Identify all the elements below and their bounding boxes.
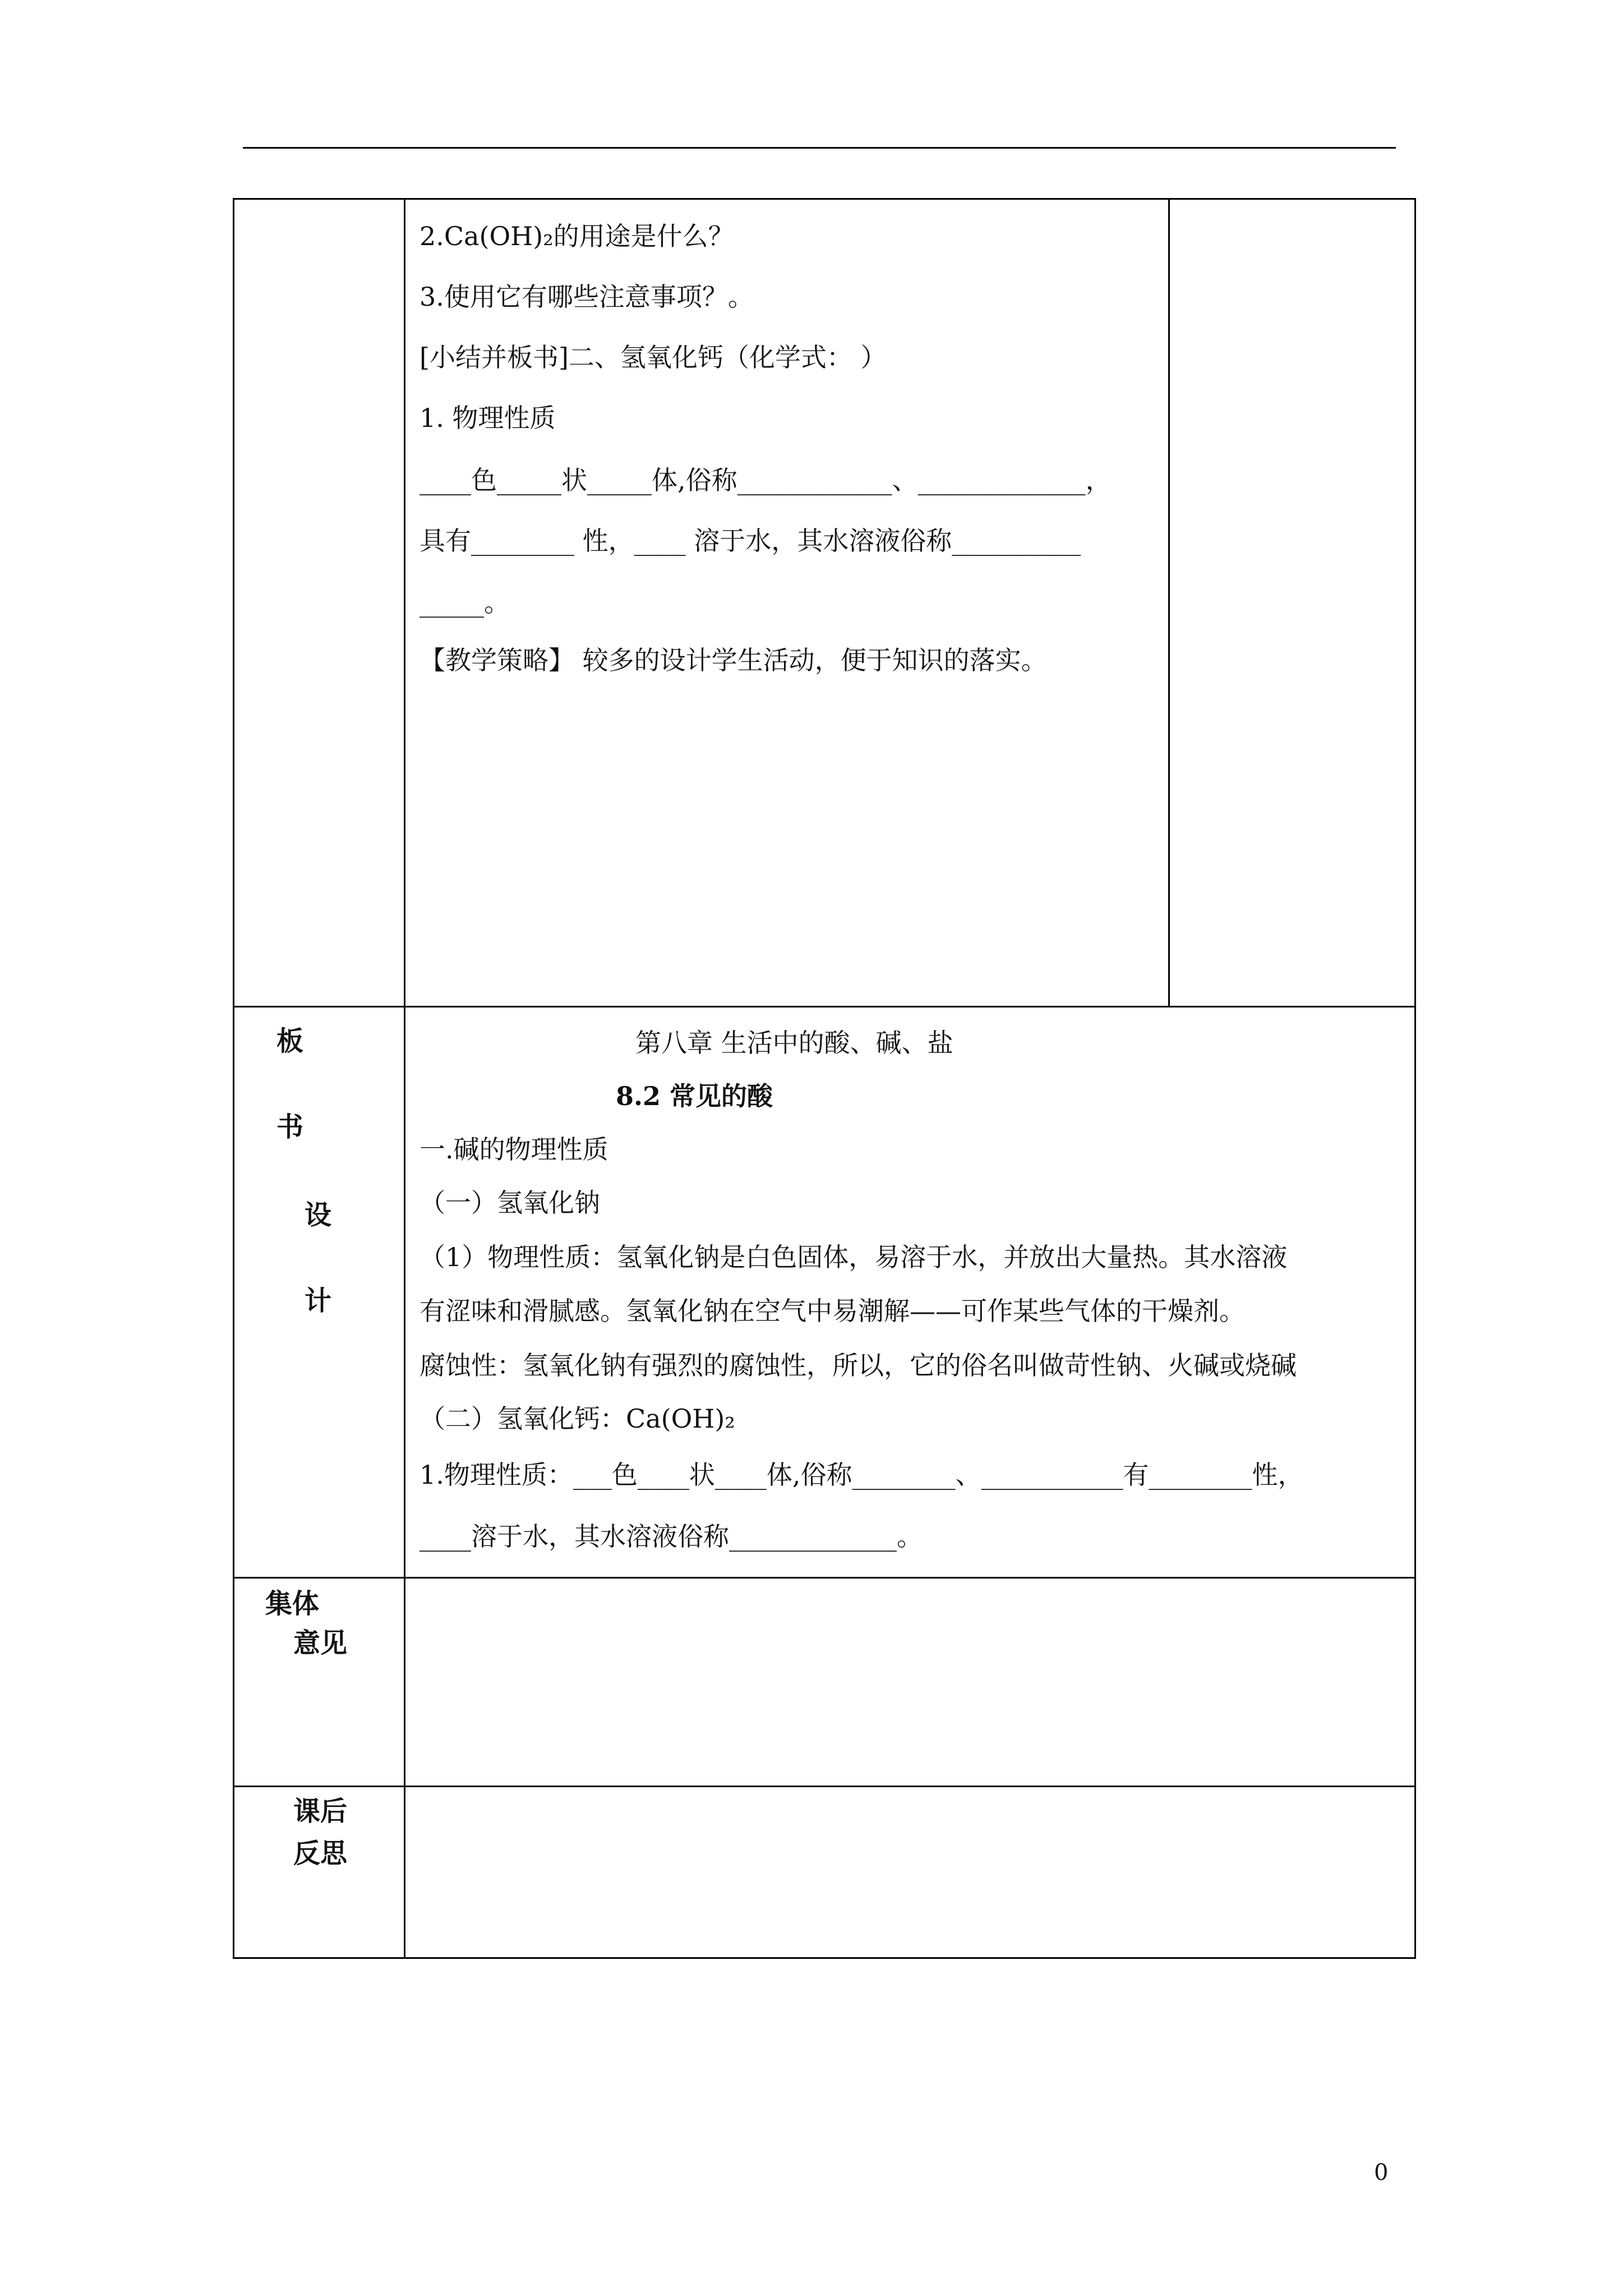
- board-label-char-1: 板: [276, 1025, 304, 1057]
- label-column-divider: [404, 200, 405, 1959]
- right-column-divider: [1168, 200, 1170, 1006]
- board-label-char-4: 计: [305, 1285, 332, 1317]
- question-3: 3.使用它有哪些注意事项？。: [419, 282, 754, 312]
- header-rule: [243, 147, 1396, 149]
- board-line-5: 腐蚀性：氢氧化钠有强烈的腐蚀性，所以，它的俗名叫做苛性钠、火碱或烧碱: [419, 1350, 1297, 1381]
- physical-properties-heading: 1. 物理性质: [419, 403, 556, 433]
- lesson-plan-table: [233, 198, 1416, 1959]
- board-line-2: （一）氢氧化钠: [419, 1188, 600, 1218]
- question-2: 2.Ca(OH)₂的用途是什么？: [419, 221, 734, 251]
- reflection-label-line-1: 课后: [293, 1796, 348, 1827]
- collective-label-line-1: 集体: [265, 1588, 320, 1619]
- section-title: 8.2 常见的酸: [616, 1081, 773, 1111]
- board-label-char-3: 设: [305, 1199, 332, 1231]
- row-divider-3: [234, 1786, 1414, 1787]
- board-line-4: 有涩味和滑腻感。氢氧化钠在空气中易潮解——可作某些气体的干燥剂。: [419, 1296, 1245, 1326]
- board-line-8: ____溶于水，其水溶液俗称_____________。: [419, 1521, 923, 1552]
- board-line-3: （1）物理性质：氢氧化钠是白色固体，易溶于水，并放出大量热。其水溶液: [419, 1242, 1288, 1272]
- summary-heading: [小结并板书]二、氢氧化钙（化学式： ）: [419, 342, 887, 372]
- chapter-title: 第八章 生活中的酸、碱、盐: [635, 1028, 953, 1058]
- board-line-6: （二）氢氧化钙：Ca(OH)₂: [419, 1404, 735, 1434]
- fill-blank-line-2: 具有________ 性，____ 溶于水，其水溶液俗称__________: [419, 526, 1081, 556]
- reflection-label-line-2: 反思: [293, 1838, 348, 1869]
- board-line-1: 一.碱的物理性质: [419, 1134, 608, 1165]
- collective-label-line-2: 意见: [293, 1627, 348, 1659]
- fill-blank-line-3: _____。: [419, 587, 510, 618]
- teaching-strategy: 【教学策略】 较多的设计学生活动，便于知识的落实。: [419, 645, 1047, 675]
- row-divider-1: [234, 1006, 1414, 1007]
- board-label-char-2: 书: [276, 1111, 304, 1143]
- page-number: 0: [1374, 2160, 1389, 2185]
- board-line-7: 1.物理性质：___色____状____体,俗称________、___________有________性，: [419, 1460, 1304, 1490]
- row-divider-2: [234, 1577, 1414, 1579]
- fill-blank-line-1: ____色_____状_____体,俗称____________、_____________，: [419, 465, 1112, 495]
